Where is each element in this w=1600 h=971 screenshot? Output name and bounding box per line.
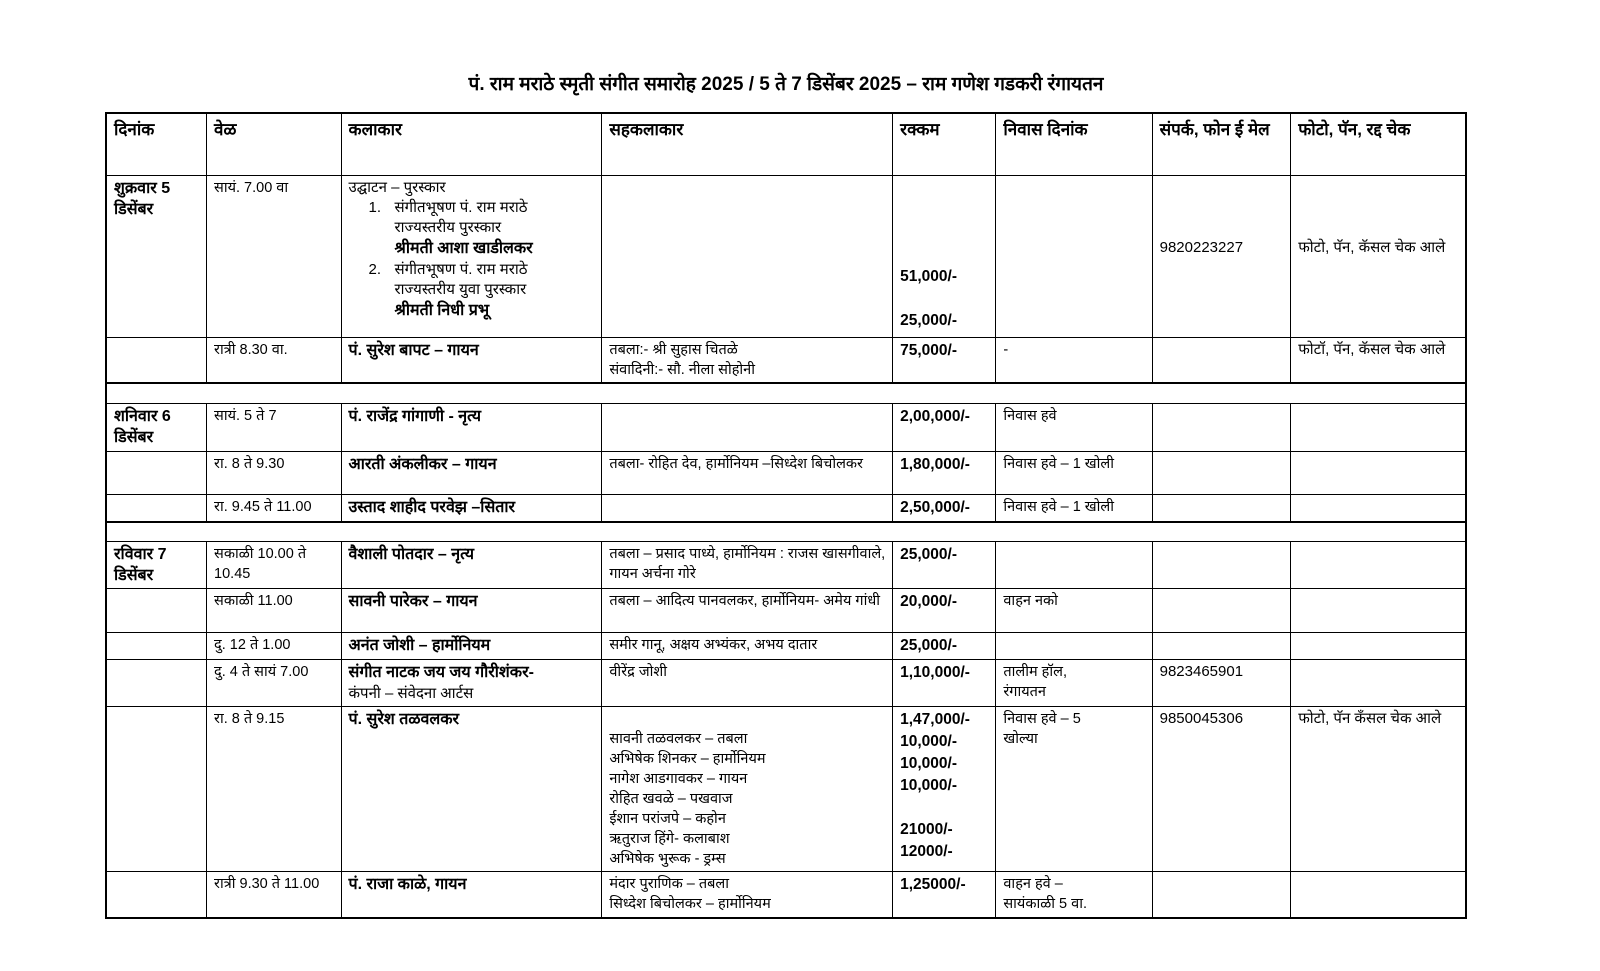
cell-line: 25,000/- [900, 312, 958, 329]
cell-line: उद्घाटन – पुरस्कार [348, 179, 446, 196]
cell-line: वीरेंद्र जोशी [609, 664, 667, 680]
cell-date [106, 872, 207, 918]
cell-line: संगीत नाटक जय जय गौरीशंकर- [348, 664, 534, 681]
cell-amount [893, 451, 996, 494]
table-row [106, 542, 1466, 589]
table-row [106, 872, 1466, 918]
cell-stay [996, 872, 1152, 918]
cell-contact [1152, 176, 1291, 338]
column-header-coartist: सहकलाकार [602, 113, 893, 176]
cell-line: 1,25000/- [900, 876, 966, 893]
cell-line: दु. 4 ते सायं 7.00 [214, 664, 309, 680]
cell-line: सायंकाळी 5 वा. [1003, 896, 1087, 912]
table-row [106, 403, 1466, 451]
cell-coartist [602, 660, 893, 707]
cell-line: 25,000/- [900, 546, 958, 563]
cell-line: 2,00,000/- [900, 407, 970, 425]
cell-line: अभिषेक भुरूक - ड्रम्स [609, 851, 726, 867]
cell-date [106, 494, 207, 522]
cell-line: ऋतुराज हिंगे- कलाबाश [609, 831, 730, 847]
cell-time [207, 176, 342, 338]
cell-line [900, 200, 989, 222]
cell-stay [996, 403, 1152, 451]
cell-line: 9823465901 [1159, 663, 1244, 680]
cell-line: 1. संगीतभूषण पं. राम मराठे [368, 199, 528, 216]
cell-contact [1152, 542, 1291, 589]
cell-line: 1,80,000/- [900, 455, 970, 473]
cell-line: 2. संगीतभूषण पं. राम मराठे [368, 261, 528, 278]
column-header-date: दिनांक [106, 113, 207, 176]
cell-line: फोटो, पॅन कँसल चेक आले [1298, 710, 1442, 727]
cell-stay [996, 176, 1152, 338]
cell-line: फोटॉ, पॅन, कॅसल चेक आले [1298, 341, 1446, 358]
cell-time [207, 338, 342, 384]
cell-stay [996, 451, 1152, 494]
cell-line: रात्री 8.30 वा. [214, 342, 288, 358]
cell-line: रा. 8 ते 9.30 [214, 455, 285, 472]
cell-line: उस्ताद शाहीद परवेझ –सितार [348, 498, 516, 516]
cell-line: निवास हवे – 1 खोली [1003, 498, 1115, 515]
cell-line: रात्री 9.30 ते 11.00 [214, 876, 320, 892]
cell-line [900, 288, 989, 310]
cell-line: 51,000/- [900, 268, 958, 285]
cell-line: शुक्रवार 5 डिसेंबर [114, 180, 171, 218]
column-header-docs: फोटो, पॅन, रद्द चेक [1291, 113, 1466, 176]
cell-line: मंदार पुराणिक – तबला [609, 876, 730, 892]
cell-line [1160, 178, 1285, 198]
cell-coartist [602, 589, 893, 633]
cell-line: तबला:- श्री सुहास चितळे [609, 342, 738, 358]
cell-coartist [602, 338, 893, 384]
cell-contact [1152, 872, 1291, 918]
cell-date [106, 542, 207, 589]
cell-line: निवास हवे [1003, 407, 1057, 424]
cell-stay [996, 542, 1152, 589]
cell-line: ईशान परांजपे – कहोन [609, 811, 726, 827]
cell-date [106, 176, 207, 338]
cell-line: निवास हवे – 5 [1003, 711, 1081, 727]
cell-coartist [602, 872, 893, 918]
cell-line [1298, 178, 1459, 198]
cell-line: 20,000/- [900, 593, 958, 610]
cell-amount [893, 707, 996, 872]
cell-time [207, 451, 342, 494]
cell-coartist [602, 542, 893, 589]
cell-line: 75,000/- [900, 342, 958, 359]
cell-docs [1291, 542, 1466, 589]
cell-contact [1152, 451, 1291, 494]
table-row [106, 633, 1466, 660]
cell-docs [1291, 633, 1466, 660]
cell-time [207, 660, 342, 707]
cell-contact [1152, 707, 1291, 872]
cell-amount [893, 660, 996, 707]
cell-date [106, 451, 207, 494]
cell-line: 2,50,000/- [900, 498, 970, 516]
cell-line [1160, 198, 1285, 218]
cell-line: - [1003, 342, 1009, 358]
cell-docs [1291, 403, 1466, 451]
cell-time [207, 707, 342, 872]
cell-docs [1291, 589, 1466, 633]
cell-amount [893, 633, 996, 660]
schedule-table [105, 112, 1467, 919]
cell-artist [341, 589, 602, 633]
cell-contact [1152, 403, 1291, 451]
cell-contact [1152, 338, 1291, 384]
cell-line: श्रीमती निधी प्रभू [394, 302, 490, 319]
cell-artist [341, 494, 602, 522]
cell-line [1298, 198, 1459, 218]
cell-line [900, 222, 989, 244]
cell-line: शनिवार 6 डिसेंबर [114, 407, 171, 446]
cell-line [609, 709, 886, 729]
cell-line: सावनी तळवलकर – तबला [609, 731, 748, 747]
cell-contact [1152, 494, 1291, 522]
cell-artist [341, 707, 602, 872]
cell-docs [1291, 176, 1466, 338]
spacer-cell [106, 383, 1466, 403]
cell-date [106, 589, 207, 633]
cell-coartist [602, 176, 893, 338]
column-header-artist: कलाकार [341, 113, 602, 176]
cell-artist [341, 338, 602, 384]
cell-line: रविवार 7 डिसेंबर [114, 546, 167, 584]
cell-line: निवास हवे – 1 खोली [1003, 455, 1115, 472]
cell-coartist [602, 403, 893, 451]
cell-line: आरती अंकलीकर – गायन [348, 455, 497, 473]
cell-line: पं. राजा काळे, गायन [348, 876, 467, 893]
cell-coartist [602, 451, 893, 494]
cell-amount [893, 494, 996, 522]
cell-line: सायं. 5 ते 7 [214, 407, 277, 424]
cell-artist [341, 872, 602, 918]
cell-line: सावनी पारेकर – गायन [348, 593, 478, 610]
cell-time [207, 494, 342, 522]
cell-contact [1152, 633, 1291, 660]
cell-time [207, 589, 342, 633]
cell-line [900, 178, 989, 200]
cell-line: खोल्या [1003, 731, 1038, 747]
column-header-contact: संपर्क, फोन ई मेल [1152, 113, 1291, 176]
cell-line: रा. 8 ते 9.15 [214, 711, 285, 727]
cell-artist [341, 633, 602, 660]
cell-line: वैशाली पोतदार – नृत्य [348, 546, 475, 563]
table-row [106, 589, 1466, 633]
cell-line: 9850045306 [1159, 710, 1244, 727]
cell-stay [996, 633, 1152, 660]
cell-docs [1291, 338, 1466, 384]
cell-line: 9820223227 [1159, 239, 1244, 256]
cell-line: तबला – आदित्य पानवलकर, हार्मोनियम- अमेय गांधी [609, 593, 881, 609]
cell-amount [893, 403, 996, 451]
cell-date [106, 403, 207, 451]
cell-line: राज्यस्तरीय पुरस्कार [394, 219, 502, 236]
cell-amount [893, 176, 996, 338]
cell-line: पं. सुरेश बापट – गायन [348, 342, 479, 359]
cell-line: 1,47,000/- [900, 711, 970, 728]
cell-stay [996, 494, 1152, 522]
cell-line: अनंत जोशी – हार्मोनियम [348, 637, 491, 654]
section-spacer-row [106, 383, 1466, 403]
cell-line: समीर गानू, अक्षय अभ्यंकर, अभय दातार [609, 637, 818, 653]
cell-line: 10,000/- [900, 777, 958, 794]
document-title: पं. राम मराठे स्मृती संगीत समारोह 2025 / 5 ते 7 डिसेंबर 2025 – राम गणेश गडकरी रंगायतन [468, 74, 1104, 95]
spacer-cell [106, 522, 1466, 542]
cell-line: 12000/- [900, 843, 953, 860]
cell-date [106, 338, 207, 384]
cell-line: संवादिनी:- सौ. नीला सोहोनी [609, 362, 755, 378]
cell-coartist [602, 707, 893, 872]
table-row [106, 176, 1466, 338]
cell-line: सायं. 7.00 वा [214, 180, 289, 196]
cell-line: राज्यस्तरीय युवा पुरस्कार [394, 281, 527, 298]
cell-artist [341, 176, 602, 338]
cell-amount [893, 589, 996, 633]
cell-docs [1291, 660, 1466, 707]
cell-line [1160, 218, 1285, 238]
cell-line: वाहन हवे – [1003, 876, 1063, 892]
table-row [106, 451, 1466, 494]
cell-date [106, 707, 207, 872]
cell-line: 10,000/- [900, 733, 958, 750]
cell-line: फोटो, पॅन, कॅसल चेक आले [1298, 239, 1446, 256]
cell-contact [1152, 660, 1291, 707]
cell-coartist [602, 633, 893, 660]
cell-line: कंपनी – संवेदना आर्टस [348, 685, 474, 702]
cell-line: दु. 12 ते 1.00 [214, 637, 291, 653]
cell-line: सिध्देश बिचोलकर – हार्मोनियम [609, 896, 771, 912]
cell-line: 25,000/- [900, 637, 958, 654]
cell-line [1298, 218, 1459, 238]
cell-docs [1291, 872, 1466, 918]
cell-contact [1152, 589, 1291, 633]
cell-stay [996, 589, 1152, 633]
cell-line: 1,10,000/- [900, 664, 970, 681]
cell-line: रोहित खवळे – पखवाज [609, 791, 733, 807]
cell-line: पं. सुरेश तळवलकर [348, 711, 460, 728]
column-header-time: वेळ [207, 113, 342, 176]
cell-line [900, 797, 989, 819]
header-row [106, 113, 1466, 176]
column-header-amount: रक्कम [893, 113, 996, 176]
cell-line: तबला – प्रसाद पाध्ये, हार्मोनियम : राजस खासगीवाले, गायन अर्चना गोरे [609, 546, 886, 582]
table-row [106, 707, 1466, 872]
cell-docs [1291, 451, 1466, 494]
cell-artist [341, 403, 602, 451]
cell-line: तालीम हॉल, [1003, 664, 1067, 680]
cell-date [106, 660, 207, 707]
cell-artist [341, 451, 602, 494]
cell-docs [1291, 707, 1466, 872]
cell-line [900, 244, 989, 266]
table-row [106, 660, 1466, 707]
cell-date [106, 633, 207, 660]
cell-line: तबला- रोहित देव, हार्मोनियम –सिध्देश बिचोलकर [609, 455, 863, 472]
cell-line: अभिषेक शिनकर – हार्मोनियम [609, 751, 766, 767]
cell-line: रंगायतन [1003, 684, 1046, 700]
cell-stay [996, 707, 1152, 872]
cell-amount [893, 872, 996, 918]
cell-time [207, 403, 342, 451]
cell-line: पं. राजेंद्र गांगाणी - नृत्य [348, 407, 482, 425]
cell-coartist [602, 494, 893, 522]
cell-amount [893, 542, 996, 589]
cell-line: नागेश आडगावकर – गायन [609, 771, 748, 787]
cell-line: रा. 9.45 ते 11.00 [214, 498, 312, 515]
cell-time [207, 633, 342, 660]
cell-line: सकाळी 11.00 [214, 593, 293, 609]
cell-amount [893, 338, 996, 384]
cell-line: श्रीमती आशा खाडीलकर [394, 240, 533, 257]
cell-line: वाहन नको [1003, 593, 1058, 609]
cell-artist [341, 542, 602, 589]
cell-stay [996, 338, 1152, 384]
cell-line: सकाळी 10.00 ते 10.45 [214, 546, 307, 582]
cell-stay [996, 660, 1152, 707]
cell-line: 10,000/- [900, 755, 958, 772]
cell-docs [1291, 494, 1466, 522]
column-header-stay: निवास दिनांक [996, 113, 1152, 176]
cell-time [207, 542, 342, 589]
section-spacer-row [106, 522, 1466, 542]
table-row [106, 494, 1466, 522]
cell-line: 21000/- [900, 821, 953, 838]
table-row [106, 338, 1466, 384]
cell-time [207, 872, 342, 918]
cell-artist [341, 660, 602, 707]
